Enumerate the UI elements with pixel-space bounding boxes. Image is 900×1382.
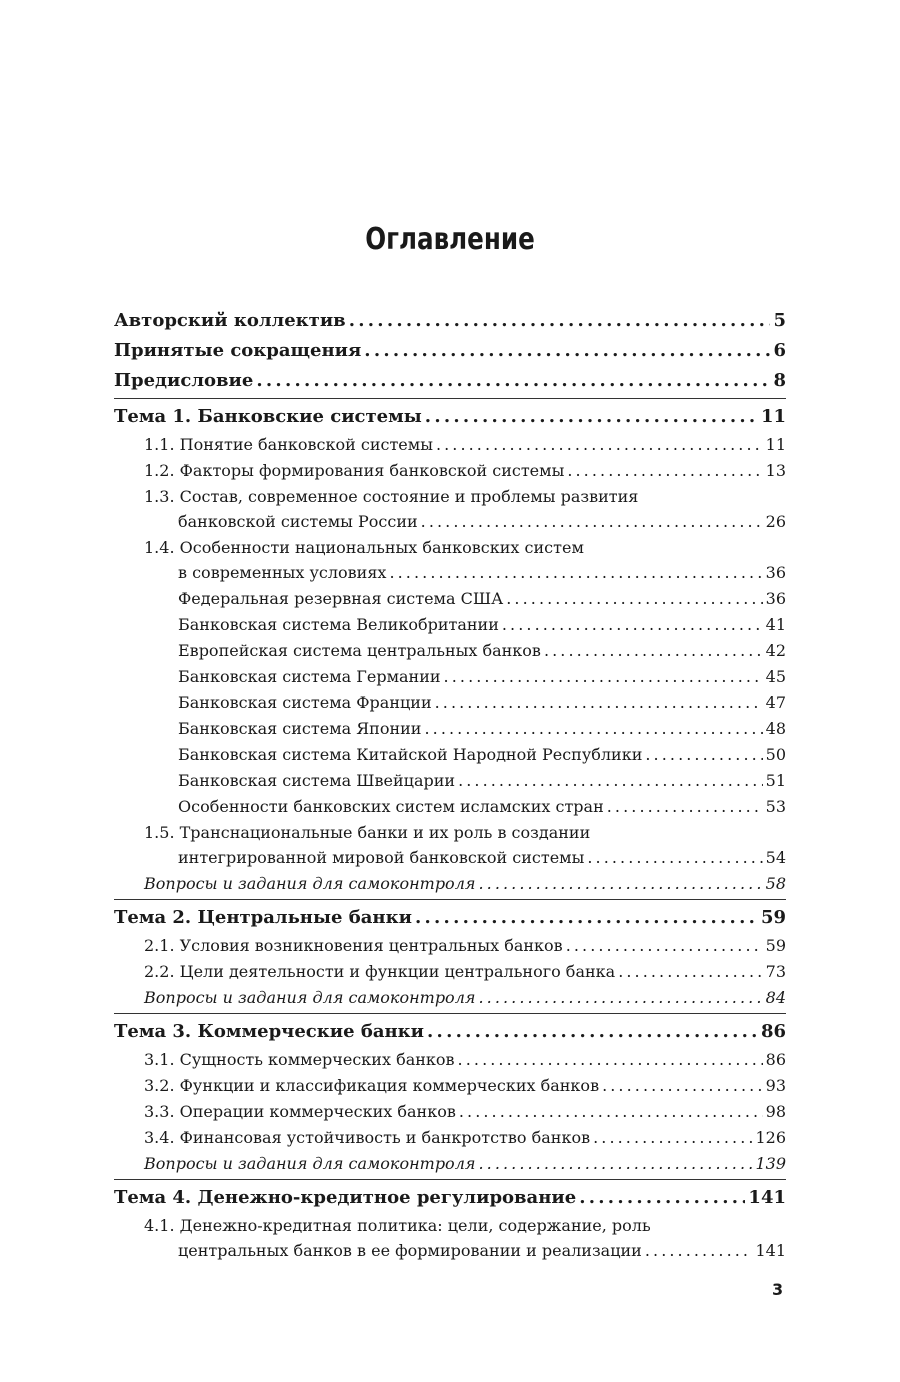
toc-section-1-5-title[interactable]: 1.5. Транснациональные банки и их роль в создании bbox=[144, 823, 591, 842]
toc-entry-abbreviations[interactable] bbox=[114, 336, 786, 366]
toc-entry-page: 51 bbox=[765, 771, 786, 790]
dot-leader bbox=[618, 959, 762, 985]
toc-entry-text: Банковская система Швейцарии bbox=[178, 771, 456, 790]
toc-entry-text: Особенности банковских систем исламских стран bbox=[178, 797, 604, 816]
toc-entry-text: 3.3. Операции коммерческих банков bbox=[144, 1102, 456, 1121]
toc-entry-page: 41 bbox=[765, 615, 786, 634]
dot-leader bbox=[425, 402, 758, 432]
dot-leader bbox=[593, 1125, 752, 1151]
section-divider bbox=[114, 1179, 786, 1180]
dot-leader bbox=[349, 306, 771, 336]
toc-questions-2[interactable] bbox=[114, 985, 786, 1011]
toc-entry-text: 3.1. Сущность коммерческих банков bbox=[144, 1050, 455, 1069]
toc-section-2-1[interactable] bbox=[114, 933, 786, 959]
toc-entry-page: 11 bbox=[760, 406, 786, 427]
toc-entry-page: 47 bbox=[765, 693, 786, 712]
toc-section-4-1[interactable] bbox=[114, 1238, 786, 1264]
toc-entry-text: Банковская система Великобритании bbox=[178, 615, 499, 634]
toc-section-3-1[interactable] bbox=[114, 1047, 786, 1073]
dot-leader bbox=[506, 586, 762, 612]
toc-entry-page: 54 bbox=[765, 848, 786, 867]
dot-leader bbox=[256, 366, 770, 396]
dot-leader bbox=[544, 638, 763, 664]
dot-leader bbox=[645, 742, 762, 768]
toc-entry-text: 3.4. Финансовая устойчивость и банкротство банков bbox=[144, 1128, 591, 1147]
page-number: 3 bbox=[772, 1280, 784, 1299]
dot-leader bbox=[436, 432, 763, 458]
dot-leader bbox=[579, 1183, 745, 1213]
toc-entry-page: 126 bbox=[755, 1128, 786, 1147]
toc-entry-page: 98 bbox=[765, 1102, 786, 1121]
dot-leader bbox=[389, 560, 762, 586]
toc-section-3-4[interactable] bbox=[114, 1125, 786, 1151]
toc-entry-text: Вопросы и задания для самоконтроля bbox=[144, 874, 476, 893]
section-divider bbox=[114, 1013, 786, 1014]
toc-entry-page: 13 bbox=[765, 461, 786, 480]
toc-entry-text: Банковская система Германии bbox=[178, 667, 441, 686]
toc-subitem[interactable] bbox=[114, 690, 786, 716]
toc-entry-text: Банковская система Франции bbox=[178, 693, 432, 712]
toc-entry-page: 73 bbox=[765, 962, 786, 981]
section-divider bbox=[114, 398, 786, 399]
toc-entry-text: 1.1. Понятие банковской системы bbox=[144, 435, 433, 454]
toc-entry-text: Федеральная резервная система США bbox=[178, 589, 504, 608]
toc-entry-page: 26 bbox=[765, 512, 786, 531]
dot-leader bbox=[478, 871, 762, 897]
toc-questions-1[interactable] bbox=[114, 871, 786, 897]
toc-entry-page: 42 bbox=[765, 641, 786, 660]
toc-questions-3[interactable] bbox=[114, 1151, 786, 1177]
toc-entry-page: 93 bbox=[765, 1076, 786, 1095]
toc-entry-page: 11 bbox=[765, 435, 786, 454]
toc-entry-text: Тема 2. Центральные банки bbox=[114, 907, 412, 928]
toc-subitem[interactable] bbox=[114, 794, 786, 820]
toc-topic-1[interactable] bbox=[114, 402, 786, 432]
toc-section-1-3-title[interactable]: 1.3. Состав, современное состояние и проблемы развития bbox=[144, 487, 639, 506]
dot-leader bbox=[458, 768, 763, 794]
toc-section-4-1-title[interactable]: 4.1. Денежно-кредитная политика: цели, содержание, роль bbox=[144, 1216, 651, 1235]
toc-subitem[interactable] bbox=[114, 716, 786, 742]
toc-entry-text: Вопросы и задания для самоконтроля bbox=[144, 1154, 476, 1173]
toc-entry-text: Вопросы и задания для самоконтроля bbox=[144, 988, 476, 1007]
toc-topic-4[interactable] bbox=[114, 1183, 786, 1213]
toc-topic-2[interactable] bbox=[114, 903, 786, 933]
toc-section-1-2[interactable] bbox=[114, 458, 786, 484]
toc-section-1-4-title[interactable]: 1.4. Особенности национальных банковских систем bbox=[144, 538, 584, 557]
toc-entry-text: Предисловие bbox=[114, 370, 254, 391]
dot-leader bbox=[607, 794, 763, 820]
toc-entry-page: 58 bbox=[765, 874, 786, 893]
section-divider bbox=[114, 899, 786, 900]
toc-subitem[interactable] bbox=[114, 612, 786, 638]
dot-leader bbox=[478, 1151, 752, 1177]
toc-section-2-2[interactable] bbox=[114, 959, 786, 985]
toc-subitem[interactable] bbox=[114, 664, 786, 690]
dot-leader bbox=[459, 1099, 763, 1125]
toc-entry-page: 53 bbox=[765, 797, 786, 816]
toc-entry-text: Банковская система Японии bbox=[178, 719, 422, 738]
toc-entry-page: 48 bbox=[765, 719, 786, 738]
toc-section-1-3[interactable] bbox=[114, 509, 786, 535]
page-title: Оглавление bbox=[365, 222, 535, 257]
toc-section-3-2[interactable] bbox=[114, 1073, 786, 1099]
toc-entry-authors[interactable] bbox=[114, 306, 786, 336]
dot-leader bbox=[567, 458, 762, 484]
toc-entry-text: Тема 1. Банковские системы bbox=[114, 406, 422, 427]
dot-leader bbox=[427, 1017, 758, 1047]
toc-entry-text: 3.2. Функции и классификация коммерческих банков bbox=[144, 1076, 600, 1095]
toc-entry-page: 36 bbox=[765, 563, 786, 582]
toc-entry-page: 141 bbox=[755, 1241, 786, 1260]
toc-entry-page: 6 bbox=[773, 340, 786, 361]
dot-leader bbox=[602, 1073, 763, 1099]
dot-leader bbox=[502, 612, 763, 638]
dot-leader bbox=[444, 664, 763, 690]
toc-entry-page: 45 bbox=[765, 667, 786, 686]
toc-entry-page: 141 bbox=[748, 1187, 786, 1208]
toc-topic-3[interactable] bbox=[114, 1017, 786, 1047]
toc-entry-page: 8 bbox=[773, 370, 786, 391]
dot-leader bbox=[421, 509, 763, 535]
toc-entry-preface[interactable] bbox=[114, 366, 786, 396]
toc-entry-page: 50 bbox=[765, 745, 786, 764]
dot-leader bbox=[478, 985, 762, 1011]
dot-leader bbox=[587, 845, 762, 871]
toc-entry-text: Банковская система Китайской Народной Республики bbox=[178, 745, 643, 764]
toc-subitem[interactable] bbox=[114, 742, 786, 768]
dot-leader bbox=[424, 716, 762, 742]
toc-entry-page: 36 bbox=[765, 589, 786, 608]
toc-entry-text: центральных банков в ее формировании и реализации bbox=[178, 1241, 642, 1260]
toc-section-1-1[interactable] bbox=[114, 432, 786, 458]
toc-entry-page: 5 bbox=[773, 310, 786, 331]
toc-entry-text: 2.1. Условия возникновения центральных банков bbox=[144, 936, 563, 955]
toc-subitem[interactable] bbox=[114, 638, 786, 664]
toc-section-3-3[interactable] bbox=[114, 1099, 786, 1125]
table-of-contents bbox=[114, 306, 786, 1264]
toc-entry-text: Тема 3. Коммерческие банки bbox=[114, 1021, 425, 1042]
toc-subitem[interactable] bbox=[114, 768, 786, 794]
dot-leader bbox=[566, 933, 763, 959]
dot-leader bbox=[645, 1238, 753, 1264]
toc-entry-text: Тема 4. Денежно-кредитное регулирование bbox=[114, 1187, 577, 1208]
toc-entry-text: Авторский коллектив bbox=[114, 310, 346, 331]
toc-entry-page: 59 bbox=[760, 907, 786, 928]
toc-entry-text: в современных условиях bbox=[178, 563, 387, 582]
dot-leader bbox=[435, 690, 763, 716]
toc-entry-text: банковской системы России bbox=[178, 512, 418, 531]
toc-entry-text: Принятые сокращения bbox=[114, 340, 362, 361]
toc-section-1-5[interactable] bbox=[114, 845, 786, 871]
toc-entry-text: Европейская система центральных банков bbox=[178, 641, 541, 660]
toc-subitem[interactable] bbox=[114, 586, 786, 612]
dot-leader bbox=[415, 903, 758, 933]
toc-entry-page: 139 bbox=[755, 1154, 786, 1173]
dot-leader bbox=[458, 1047, 763, 1073]
toc-section-1-4[interactable] bbox=[114, 560, 786, 586]
toc-entry-text: 2.2. Цели деятельности и функции центрального банка bbox=[144, 962, 616, 981]
toc-entry-text: интегрированной мировой банковской системы bbox=[178, 848, 585, 867]
toc-entry-page: 86 bbox=[765, 1050, 786, 1069]
toc-entry-page: 86 bbox=[760, 1021, 786, 1042]
toc-entry-text: 1.2. Факторы формирования банковской системы bbox=[144, 461, 565, 480]
toc-entry-page: 59 bbox=[765, 936, 786, 955]
toc-entry-page: 84 bbox=[765, 988, 786, 1007]
dot-leader bbox=[364, 336, 770, 366]
